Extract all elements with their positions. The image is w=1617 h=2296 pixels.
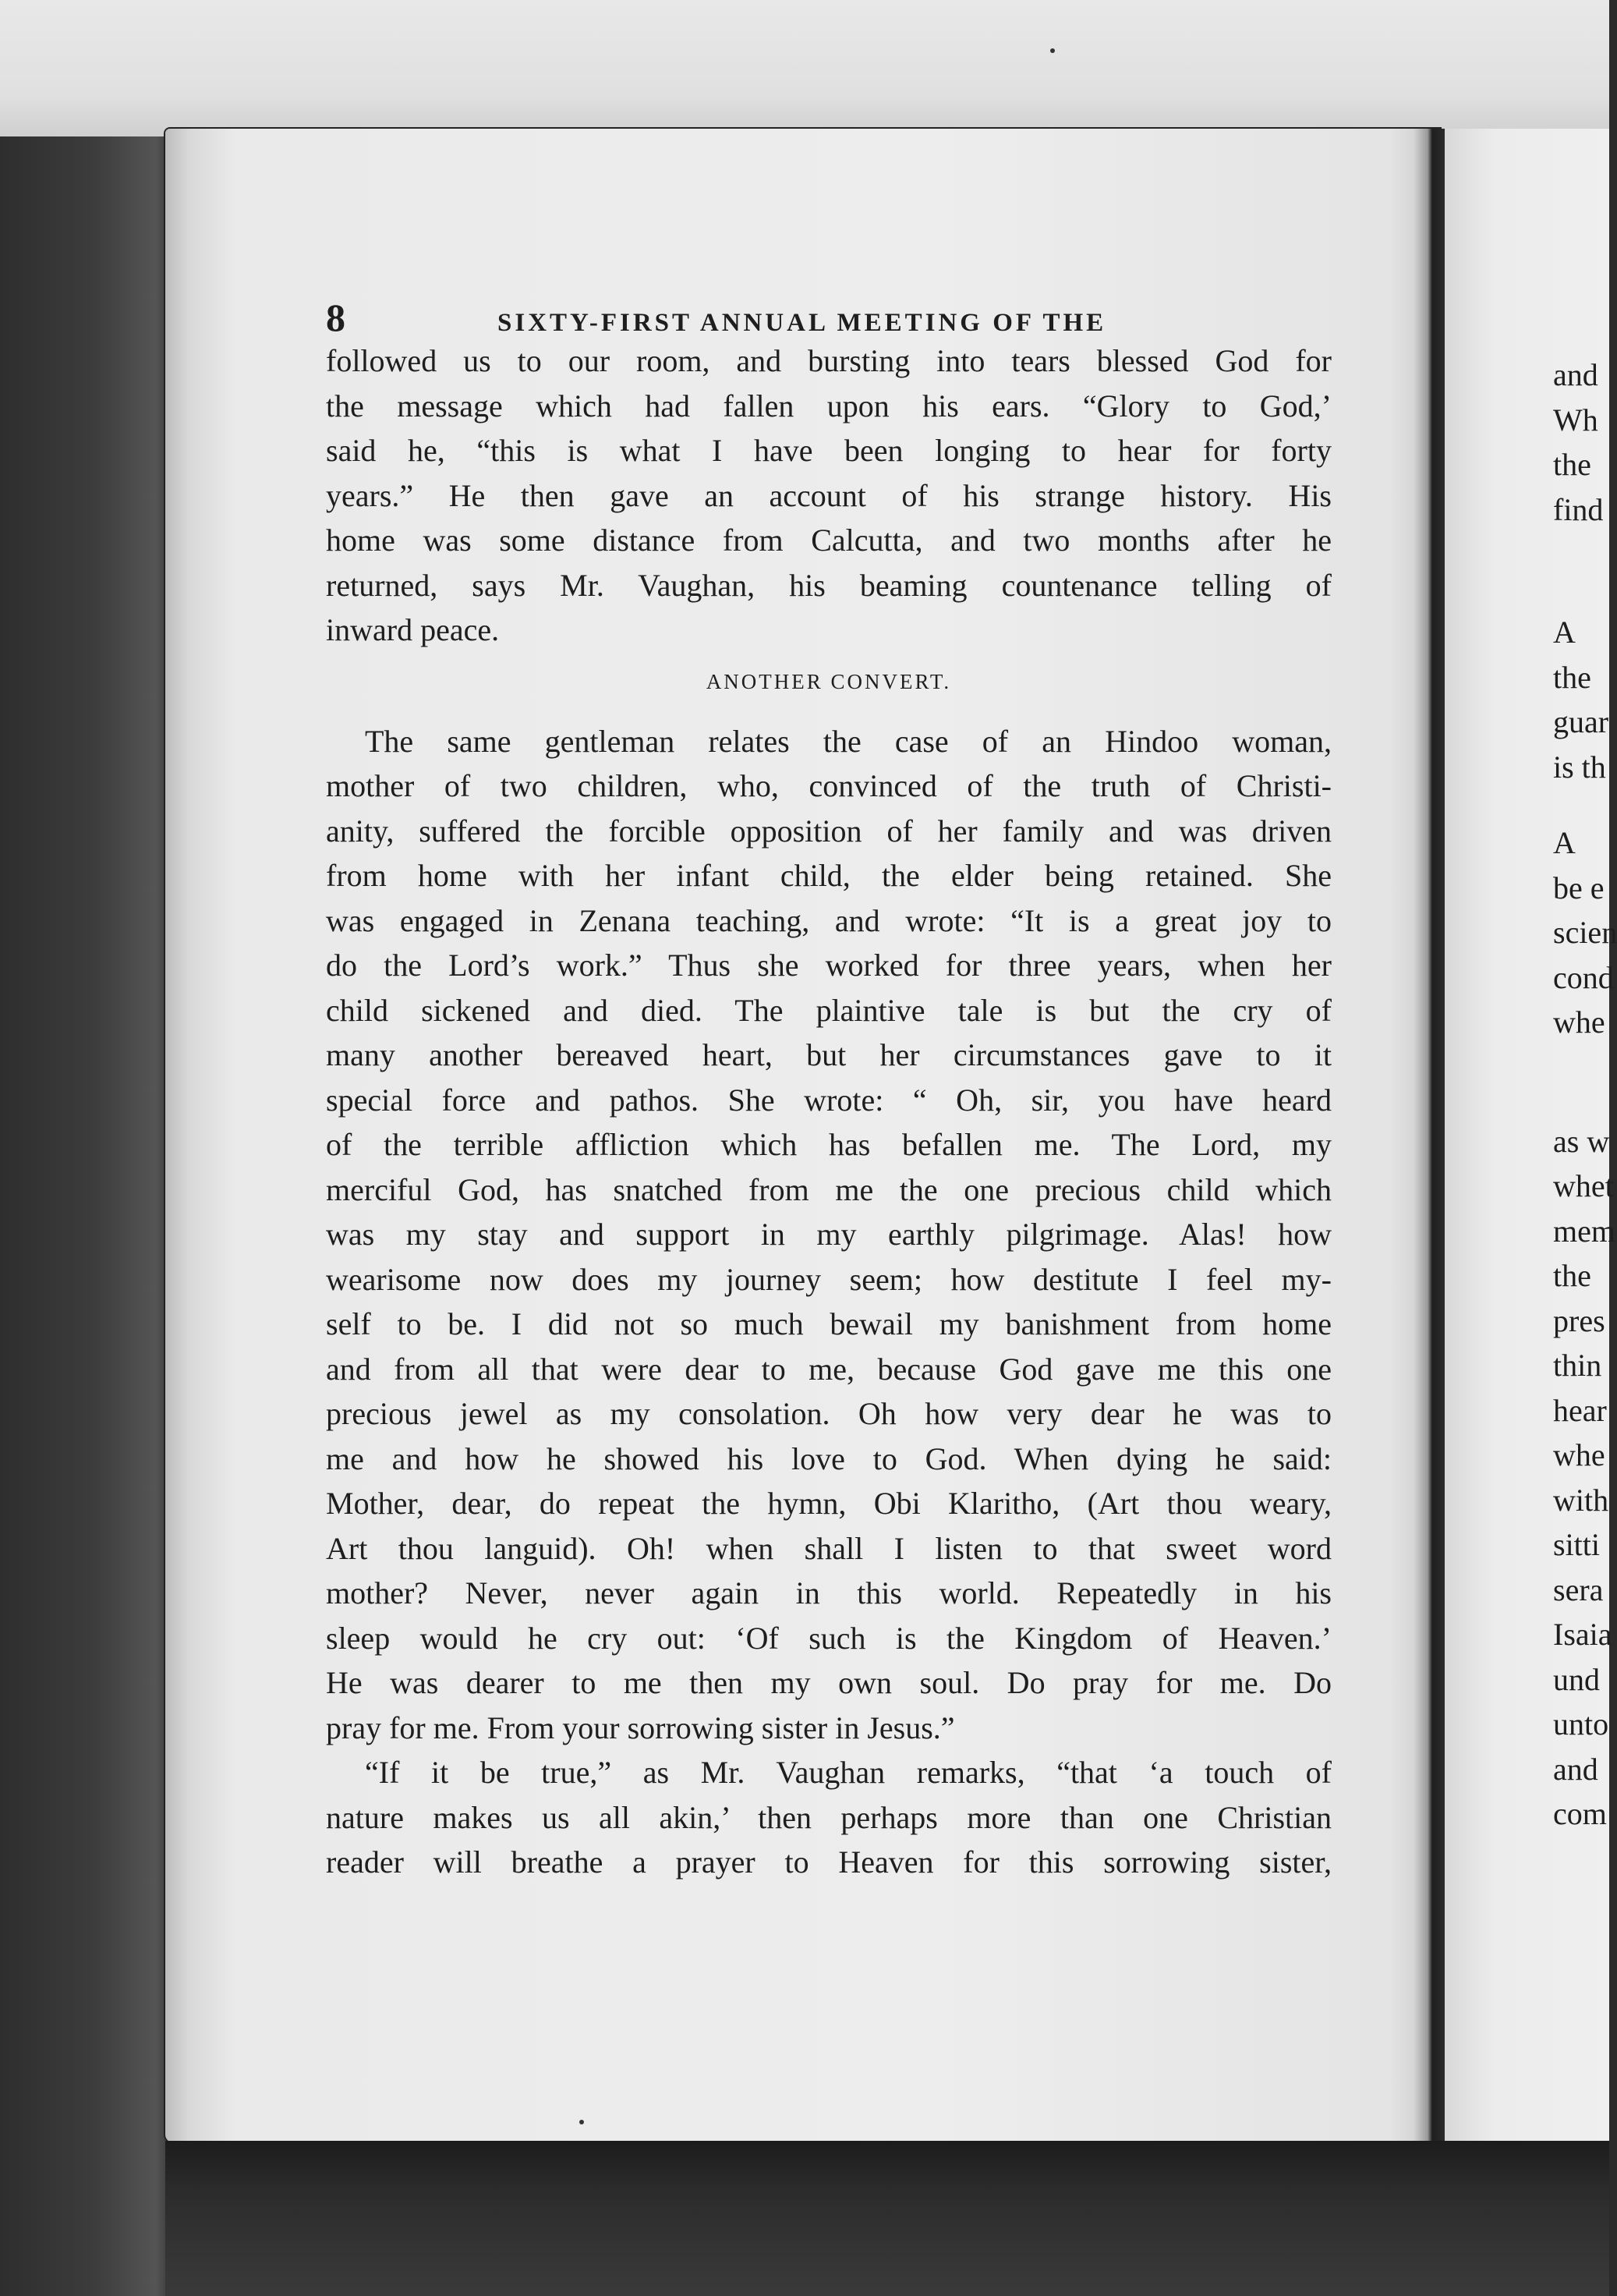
fragment-line: unto	[1553, 1706, 1609, 1741]
text-line: said he, “this is what I have been longing to hear for forty	[326, 433, 1332, 468]
fragment-line: guar	[1553, 704, 1609, 739]
fragment-line: scien	[1553, 915, 1617, 950]
fragment-line: is th	[1553, 749, 1606, 785]
fragment-line: be e	[1553, 870, 1605, 905]
fragment-line: the	[1553, 447, 1591, 482]
text-line: from home with her infant child, the elder being retained. She	[326, 858, 1332, 893]
paragraph-2	[326, 719, 1332, 1751]
scanner-top-margin	[0, 0, 1609, 136]
fragment-line: A	[1553, 825, 1576, 860]
text-line: nature makes us all akin,’ then perhaps more than one Christian	[326, 1799, 1332, 1835]
text-line: The same gentleman relates the case of an Hindoo woman,	[365, 723, 1332, 759]
fragment-line: sera	[1553, 1571, 1604, 1607]
fragment-line: whet	[1553, 1168, 1614, 1203]
fragment-line: com	[1553, 1796, 1607, 1831]
text-line: Art thou languid). Oh! when shall I listen to that sweet word	[326, 1530, 1332, 1566]
scanner-left-margin	[0, 136, 179, 2296]
text-line: He was dearer to me then my own soul. Do pray for me. Do	[326, 1665, 1332, 1700]
text-line: child sickened and died. The plaintive tale is but the cry of	[326, 992, 1332, 1028]
text-line: many another bereaved heart, but her circumstances gave to it	[326, 1037, 1332, 1072]
fragment-line: the	[1553, 1258, 1591, 1293]
text-line: the message which had fallen upon his ears. “Glory to God,’	[326, 388, 1332, 423]
fragment-line: pres	[1553, 1302, 1605, 1338]
fragment-line: Isaia	[1553, 1617, 1612, 1652]
text-line: do the Lord’s work.” Thus she worked for three years, when her	[326, 948, 1332, 983]
text-line: me and how he showed his love to God. When dying he said:	[326, 1440, 1332, 1476]
fragment-line: A	[1553, 615, 1576, 650]
text-line: special force and pathos. She wrote: “ Oh, sir, you have heard	[326, 1082, 1332, 1118]
text-line: anity, suffered the forcible opposition of her family and was driven	[326, 813, 1332, 849]
fragment-line: find	[1553, 491, 1604, 527]
text-line: reader will breathe a prayer to Heaven for this sorrowing sister,	[326, 1844, 1332, 1880]
fragment-line: thin	[1553, 1348, 1602, 1383]
text-line: inward peace.	[326, 612, 500, 647]
fragment-line: the	[1553, 659, 1591, 695]
fragment-line: cond	[1553, 959, 1614, 995]
fragment-line: sitti	[1553, 1527, 1601, 1562]
text-line: years.” He then gave an account of his strange history. His	[326, 477, 1332, 513]
text-line: self to be. I did not so much bewail my banishment from home	[326, 1306, 1332, 1341]
text-line: returned, says Mr. Vaughan, his beaming countenance telling of	[326, 567, 1332, 603]
scanner-bottom-margin	[165, 2141, 1609, 2296]
text-line: of the terrible affliction which has befallen me. The Lord, my	[326, 1127, 1332, 1162]
text-line: pray for me. From your sorrowing sister in Jesus.”	[326, 1710, 955, 1745]
dust-speck	[1050, 48, 1055, 53]
running-title: SIXTY-FIRST ANNUAL MEETING OF THE	[497, 309, 1107, 337]
fragment-line: und	[1553, 1661, 1600, 1697]
text-line: “If it be true,” as Mr. Vaughan remarks, “that ‘a touch of	[365, 1755, 1332, 1790]
dust-speck	[579, 2120, 584, 2124]
fragment-line: Wh	[1553, 402, 1598, 438]
paragraph-1	[326, 338, 1332, 653]
text-line: and from all that were dear to me, because God gave me this one	[326, 1351, 1332, 1387]
text-line: followed us to our room, and bursting into tears blessed God for	[326, 343, 1332, 378]
text-line: was my stay and support in my earthly pilgrimage. Alas! how	[326, 1217, 1332, 1252]
page-text-block	[326, 295, 1332, 1885]
text-line: wearisome now does my journey seem; how destitute I feel my-	[326, 1261, 1332, 1297]
fragment-line: whe	[1553, 1004, 1605, 1040]
fragment-line: with	[1553, 1482, 1609, 1518]
fragment-line: and	[1553, 1751, 1598, 1787]
fragment-line: hear	[1553, 1392, 1607, 1428]
text-line: precious jewel as my consolation. Oh how very dear he was to	[326, 1396, 1332, 1431]
book-gutter	[1414, 129, 1445, 2142]
text-line: home was some distance from Calcutta, and two months after he	[326, 523, 1332, 558]
paragraph-3	[326, 1750, 1332, 1885]
text-line: was engaged in Zenana teaching, and wrote: “It is a great joy to	[326, 902, 1332, 938]
page-number: 8	[326, 296, 345, 339]
facing-page-fragments	[1553, 353, 1617, 1837]
text-line: mother? Never, never again in this world. Repeatedly in his	[326, 1575, 1332, 1610]
fragment-line: and	[1553, 357, 1598, 392]
fragment-line: as w	[1553, 1123, 1610, 1159]
fragment-line: whe	[1553, 1437, 1605, 1472]
text-line: mother of two children, who, convinced of the truth of Christi-	[326, 768, 1332, 803]
page-header	[326, 295, 1332, 338]
text-line: sleep would he cry out: ‘Of such is the Kingdom of Heaven.’	[326, 1620, 1332, 1656]
text-line: merciful God, has snatched from me the one precious child which	[326, 1171, 1332, 1207]
fragment-line: mem	[1553, 1213, 1615, 1249]
section-heading: ANOTHER CONVERT.	[706, 669, 952, 693]
text-line: Mother, dear, do repeat the hymn, Obi Klaritho, (Art thou weary,	[326, 1486, 1332, 1521]
